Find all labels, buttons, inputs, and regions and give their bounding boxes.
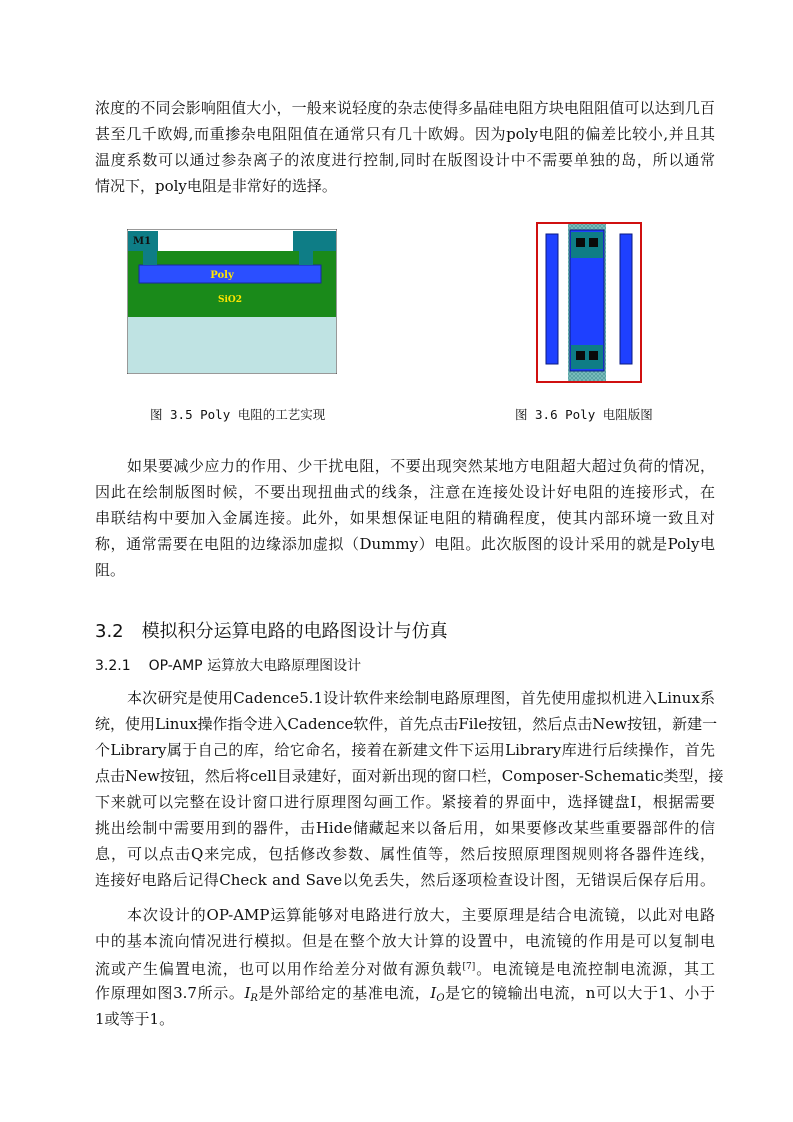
para4-line4-part-a: 作原理如图3.7所示。 (95, 984, 245, 1002)
contact-bottom-1 (576, 351, 585, 360)
para2-line4: 称，通常需要在电阻的边缘添加虚拟（Dummy）电阻。此次版图的设计采用的就是Poly电 (95, 535, 715, 553)
para1-line1 (95, 95, 715, 121)
para3-line7: 息，可以点击Q来完成，包括修改参数、属性值等，然后按照原理图规则将各器件连线， (95, 845, 715, 863)
para4-line3-part-a: 流或产生偏置电流，也可以用作给差分对做有源负载 (95, 960, 463, 978)
m1-right-pad (293, 231, 336, 251)
para2-line2: 因此在绘制版图时候，不要出现扭曲式的线条，注意在连接处设计好电阻的连接形式，在 (95, 483, 715, 501)
contact-top-2 (589, 238, 598, 247)
poly-layout-figure (536, 222, 642, 383)
dummy-resistor-right (620, 234, 632, 364)
subscript-r: R (250, 993, 258, 1004)
sio2-label: SiO2 (217, 295, 243, 305)
para4-line3 (95, 954, 715, 982)
contact-bottom-2 (589, 351, 598, 360)
para4-line1: 本次设计的OP-AMP运算能够对电路进行放大，主要原理是结合电流镜，以此对电路 (127, 906, 715, 924)
para3-line1: 本次研究是使用Cadence5.1设计软件来绘制电路原理图，首先使用虚拟机进入Linux系 (127, 689, 715, 707)
para3-line8: 连接好电路后记得Check and Save以免丢失，然后逐项检查设计图，无错误后保存后用。 (95, 871, 715, 889)
para3-line6: 挑出绘制中需要用到的器件，击Hide储藏起来以备后用，如果要修改某些重要器部件的信 (95, 819, 715, 837)
contact-top-1 (576, 238, 585, 247)
citation-ref: [7] (462, 962, 476, 972)
section-title: 模拟积分运算电路的电路图设计与仿真 (141, 621, 448, 642)
figure-3-6-caption: 图 3.6 Poly 电阻版图 (515, 407, 653, 422)
para1-line3: 温度系数可以通过参杂离子的浓度进行控制,同时在版图设计中不需要单独的岛，所以通常 (95, 151, 715, 169)
poly-process-figure (127, 229, 337, 374)
para2-line3: 串联结构中要加入金属连接。此外，如果想保证电阻的精确程度，使其内部环境一致且对 (95, 509, 715, 527)
poly-label: Poly (210, 270, 234, 281)
subsection-title: OP-AMP 运算放大电路原理图设计 (148, 658, 362, 674)
m1-right-via (299, 249, 313, 265)
substrate-layer (128, 317, 336, 373)
section-heading (95, 617, 448, 643)
var-i-o: I (430, 984, 437, 1002)
para4-line4-part-c: 是它的镜输出电流，n可以大于1、小于 (444, 984, 715, 1002)
para3-line3: 个Library属于自己的库，给它命名，接着在新建文件下运用Library库进行后续操作，首先 (95, 741, 715, 759)
para4-line2: 中的基本流向情况进行模拟。但是在整个放大计算的设置中，电流镜的作用是可以复制电 (95, 932, 715, 950)
para4-line3-part-b: 。电流镜是电流控制电流源，其工 (475, 960, 715, 978)
figure-3-5-caption: 图 3.5 Poly 电阻的工艺实现 (150, 407, 326, 422)
para3-line4: 点击New按钮，然后将cell目录建好，面对新出现的窗口栏，Composer-Schematic类型，接 (95, 767, 724, 785)
dummy-resistor-left (546, 234, 558, 364)
para2-line5: 阻。 (95, 561, 126, 579)
m1-label: M1 (133, 236, 152, 247)
para1-line1-part-b: 方块电阻阻值可以达到几百 (533, 99, 715, 117)
para4-line4-part-b: 是外部给定的基准电流， (257, 984, 431, 1002)
var-i-r: I (244, 984, 251, 1002)
para1-line4: 情况下，poly电阻是非常好的选择。 (95, 177, 337, 195)
para1-line2: 甚至几千欧姆,而重掺杂电阻阻值在通常只有几十欧姆。因为poly电阻的偏差比较小,并且其 (95, 125, 715, 143)
para3-line2: 统，使用Linux操作指令进入Cadence软件，首先点击File按钮，然后点击New按钮，新建一 (95, 715, 718, 733)
para3-line5: 下来就可以完整在设计窗口进行原理图勾画工作。紧接着的界面中，选择键盘I，根据需要 (95, 793, 715, 811)
m1-left-via (143, 249, 157, 265)
subsection-heading (95, 655, 361, 675)
para2-line1: 如果要减少应力的作用、少干扰电阻，不要出现突然某地方电阻超大超过负荷的情况， (127, 457, 715, 475)
para1-line1-part-a: 浓度的不同会影响阻值大小，一般来说轻度的杂志使得多晶硅电阻 (95, 99, 534, 117)
subsection-number: 3.2.1 (95, 658, 131, 674)
contact-pad-bottom (571, 345, 603, 369)
para4-line5: 1或等于1。 (95, 1010, 175, 1028)
contact-pad-top (571, 232, 603, 258)
subscript-o: O (436, 993, 445, 1004)
section-number: 3.2 (95, 621, 124, 642)
